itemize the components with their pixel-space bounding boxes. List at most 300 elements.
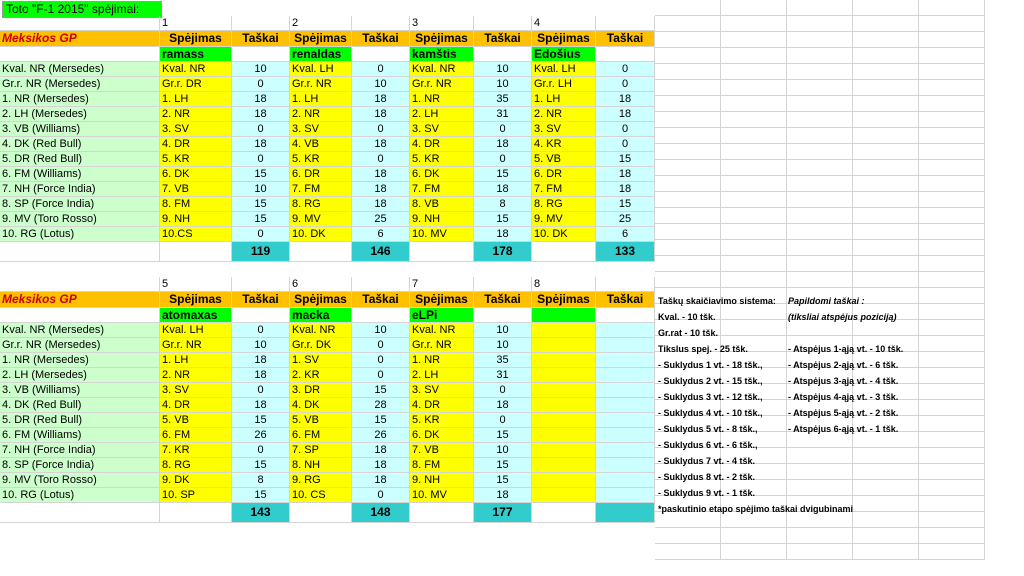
empty-cell[interactable] (919, 368, 985, 384)
points-cell[interactable]: 35 (474, 92, 532, 107)
empty-cell[interactable] (853, 48, 919, 64)
empty-cell[interactable] (787, 208, 853, 224)
empty-cell[interactable] (0, 503, 160, 523)
empty-cell[interactable] (919, 256, 985, 272)
empty-cell[interactable] (787, 272, 853, 288)
empty-cell[interactable] (919, 528, 985, 544)
empty-cell[interactable] (853, 224, 919, 240)
empty-cell[interactable] (919, 112, 985, 128)
empty-cell[interactable] (0, 47, 160, 62)
empty-cell[interactable] (853, 448, 919, 464)
empty-cell[interactable] (853, 480, 919, 496)
guess-cell[interactable]: 5. VB (532, 152, 596, 167)
empty-cell[interactable] (655, 256, 721, 272)
points-cell[interactable]: 28 (352, 398, 410, 413)
points-cell[interactable] (596, 473, 655, 488)
empty-cell[interactable] (853, 320, 919, 336)
empty-cell[interactable] (787, 176, 853, 192)
points-cell[interactable]: 18 (596, 107, 655, 122)
points-cell[interactable]: 15 (232, 212, 290, 227)
guess-cell[interactable]: 6. FM (290, 428, 352, 443)
guess-cell[interactable]: Gr.r. NR (410, 77, 474, 92)
guess-cell[interactable]: 7. KR (160, 443, 232, 458)
guess-cell[interactable]: 8. FM (160, 197, 232, 212)
guess-cell[interactable]: 2. LH (410, 107, 474, 122)
points-cell[interactable]: 25 (352, 212, 410, 227)
empty-cell[interactable] (721, 48, 787, 64)
guess-cell[interactable]: 1. SV (290, 353, 352, 368)
empty-cell[interactable] (232, 277, 290, 292)
empty-cell[interactable] (919, 16, 985, 32)
points-cell[interactable]: 0 (352, 62, 410, 77)
empty-cell[interactable] (919, 0, 985, 16)
empty-cell[interactable] (919, 432, 985, 448)
empty-cell[interactable] (853, 512, 919, 528)
guess-cell[interactable]: 6. DK (410, 428, 474, 443)
points-cell[interactable] (596, 443, 655, 458)
points-cell[interactable]: 31 (474, 107, 532, 122)
points-cell[interactable] (596, 353, 655, 368)
empty-cell[interactable] (787, 96, 853, 112)
empty-cell[interactable] (655, 16, 721, 32)
guess-cell[interactable]: 9. MV (290, 212, 352, 227)
guess-cell[interactable]: 9. DK (160, 473, 232, 488)
empty-cell[interactable] (655, 224, 721, 240)
empty-cell[interactable] (352, 16, 410, 31)
points-cell[interactable]: 0 (474, 152, 532, 167)
guess-cell[interactable]: 2. NR (532, 107, 596, 122)
points-cell[interactable]: 6 (352, 227, 410, 242)
empty-cell[interactable] (919, 80, 985, 96)
empty-cell[interactable] (853, 240, 919, 256)
guess-cell[interactable]: 10.CS (160, 227, 232, 242)
empty-cell[interactable] (919, 32, 985, 48)
points-cell[interactable]: 18 (352, 197, 410, 212)
guess-cell[interactable]: 9. RG (290, 473, 352, 488)
empty-cell[interactable] (919, 480, 985, 496)
points-cell[interactable]: 0 (352, 152, 410, 167)
empty-cell[interactable] (232, 308, 290, 323)
points-cell[interactable]: 18 (352, 137, 410, 152)
points-cell[interactable]: 0 (596, 62, 655, 77)
empty-cell[interactable] (853, 544, 919, 560)
guess-cell[interactable]: 10. DK (532, 227, 596, 242)
empty-cell[interactable] (787, 464, 853, 480)
guess-cell[interactable]: 1. NR (410, 92, 474, 107)
points-cell[interactable]: 10 (232, 62, 290, 77)
empty-cell[interactable] (853, 464, 919, 480)
empty-cell[interactable] (919, 336, 985, 352)
guess-cell[interactable]: 8. RG (160, 458, 232, 473)
guess-cell[interactable]: 10. DK (290, 227, 352, 242)
empty-cell[interactable] (596, 16, 655, 31)
empty-cell[interactable] (787, 528, 853, 544)
empty-cell[interactable] (655, 48, 721, 64)
points-cell[interactable]: 18 (232, 398, 290, 413)
empty-cell[interactable] (655, 176, 721, 192)
empty-cell[interactable] (721, 208, 787, 224)
empty-cell[interactable] (787, 240, 853, 256)
empty-cell[interactable] (919, 288, 985, 304)
guess-cell[interactable]: 3. SV (410, 122, 474, 137)
points-cell[interactable]: 0 (596, 137, 655, 152)
points-cell[interactable]: 0 (474, 383, 532, 398)
guess-cell[interactable]: 3. SV (532, 122, 596, 137)
empty-cell[interactable] (655, 64, 721, 80)
guess-cell[interactable]: 5. KR (410, 413, 474, 428)
empty-cell[interactable] (919, 320, 985, 336)
guess-cell[interactable]: 5. KR (290, 152, 352, 167)
guess-cell[interactable]: 4. DK (290, 398, 352, 413)
guess-cell[interactable]: 3. DR (290, 383, 352, 398)
guess-cell[interactable]: 2. KR (290, 368, 352, 383)
points-cell[interactable] (596, 458, 655, 473)
points-cell[interactable]: 25 (596, 212, 655, 227)
empty-cell[interactable] (787, 144, 853, 160)
guess-cell[interactable]: 3. SV (290, 122, 352, 137)
guess-cell[interactable]: 7. FM (290, 182, 352, 197)
empty-cell[interactable] (721, 320, 787, 336)
guess-cell[interactable]: 5. VB (290, 413, 352, 428)
empty-cell[interactable] (853, 64, 919, 80)
empty-cell[interactable] (919, 64, 985, 80)
guess-cell[interactable]: 4. DR (410, 398, 474, 413)
points-cell[interactable]: 0 (232, 383, 290, 398)
points-cell[interactable]: 15 (232, 197, 290, 212)
empty-cell[interactable] (919, 464, 985, 480)
points-cell[interactable] (596, 428, 655, 443)
empty-cell[interactable] (655, 544, 721, 560)
empty-cell[interactable] (721, 64, 787, 80)
guess-cell[interactable] (532, 473, 596, 488)
empty-cell[interactable] (787, 0, 853, 16)
guess-cell[interactable]: 2. NR (160, 107, 232, 122)
guess-cell[interactable]: 2. LH (410, 368, 474, 383)
points-cell[interactable] (596, 413, 655, 428)
empty-cell[interactable] (721, 272, 787, 288)
points-cell[interactable]: 18 (474, 398, 532, 413)
empty-cell[interactable] (721, 176, 787, 192)
points-cell[interactable]: 0 (232, 323, 290, 338)
guess-cell[interactable]: 6. DK (410, 167, 474, 182)
empty-cell[interactable] (919, 400, 985, 416)
guess-cell[interactable]: Gr.r. DR (160, 77, 232, 92)
empty-cell[interactable] (919, 128, 985, 144)
empty-cell[interactable] (787, 256, 853, 272)
points-cell[interactable]: 10 (232, 338, 290, 353)
points-cell[interactable] (596, 368, 655, 383)
guess-cell[interactable]: Kval. NR (410, 323, 474, 338)
points-cell[interactable]: 18 (474, 137, 532, 152)
guess-cell[interactable]: Kval. NR (410, 62, 474, 77)
guess-cell[interactable]: Gr.r. LH (532, 77, 596, 92)
points-cell[interactable]: 18 (232, 353, 290, 368)
points-cell[interactable]: 15 (232, 413, 290, 428)
empty-cell[interactable] (232, 47, 290, 62)
guess-cell[interactable]: 8. RG (290, 197, 352, 212)
points-cell[interactable]: 15 (232, 488, 290, 503)
points-cell[interactable]: 35 (474, 353, 532, 368)
empty-cell[interactable] (853, 128, 919, 144)
points-cell[interactable]: 0 (232, 152, 290, 167)
empty-cell[interactable] (919, 544, 985, 560)
empty-cell[interactable] (721, 256, 787, 272)
points-cell[interactable]: 0 (474, 122, 532, 137)
guess-cell[interactable]: 10. CS (290, 488, 352, 503)
guess-cell[interactable]: 9. NH (410, 212, 474, 227)
guess-cell[interactable]: 2. NR (160, 368, 232, 383)
empty-cell[interactable] (787, 64, 853, 80)
empty-cell[interactable] (655, 0, 721, 16)
guess-cell[interactable]: 8. NH (290, 458, 352, 473)
guess-cell[interactable] (532, 398, 596, 413)
empty-cell[interactable] (0, 16, 160, 31)
empty-cell[interactable] (919, 144, 985, 160)
points-cell[interactable]: 15 (232, 458, 290, 473)
empty-cell[interactable] (721, 544, 787, 560)
points-cell[interactable]: 15 (352, 383, 410, 398)
points-cell[interactable]: 15 (474, 212, 532, 227)
empty-cell[interactable] (787, 448, 853, 464)
points-cell[interactable]: 18 (474, 227, 532, 242)
points-cell[interactable]: 6 (596, 227, 655, 242)
guess-cell[interactable] (532, 368, 596, 383)
empty-cell[interactable] (787, 32, 853, 48)
guess-cell[interactable]: 8. RG (532, 197, 596, 212)
points-cell[interactable]: 0 (596, 77, 655, 92)
points-cell[interactable]: 8 (474, 197, 532, 212)
empty-cell[interactable] (787, 112, 853, 128)
empty-cell[interactable] (721, 528, 787, 544)
guess-cell[interactable] (532, 338, 596, 353)
guess-cell[interactable] (532, 488, 596, 503)
empty-cell[interactable] (0, 308, 160, 323)
empty-cell[interactable] (721, 144, 787, 160)
empty-cell[interactable] (919, 512, 985, 528)
empty-cell[interactable] (655, 96, 721, 112)
empty-cell[interactable] (919, 384, 985, 400)
empty-cell[interactable] (787, 80, 853, 96)
points-cell[interactable]: 0 (352, 122, 410, 137)
guess-cell[interactable]: 3. SV (160, 383, 232, 398)
empty-cell[interactable] (160, 503, 232, 523)
empty-cell[interactable] (853, 16, 919, 32)
points-cell[interactable]: 10 (474, 443, 532, 458)
points-cell[interactable]: 15 (596, 197, 655, 212)
points-cell[interactable]: 15 (474, 167, 532, 182)
points-cell[interactable]: 15 (474, 458, 532, 473)
points-cell[interactable]: 26 (352, 428, 410, 443)
empty-cell[interactable] (853, 96, 919, 112)
empty-cell[interactable] (721, 240, 787, 256)
empty-cell[interactable] (596, 277, 655, 292)
empty-cell[interactable] (787, 128, 853, 144)
empty-cell[interactable] (655, 272, 721, 288)
guess-cell[interactable]: 5. KR (160, 152, 232, 167)
points-cell[interactable]: 18 (232, 92, 290, 107)
empty-cell[interactable] (721, 0, 787, 16)
empty-cell[interactable] (0, 277, 160, 292)
empty-cell[interactable] (232, 16, 290, 31)
empty-cell[interactable] (853, 144, 919, 160)
empty-cell[interactable] (919, 176, 985, 192)
points-cell[interactable]: 18 (352, 167, 410, 182)
guess-cell[interactable]: 4. DR (160, 137, 232, 152)
empty-cell[interactable] (919, 416, 985, 432)
points-cell[interactable]: 15 (352, 413, 410, 428)
empty-cell[interactable] (655, 144, 721, 160)
guess-cell[interactable]: 3. SV (410, 383, 474, 398)
guess-cell[interactable]: 6. DR (290, 167, 352, 182)
points-cell[interactable]: 0 (232, 443, 290, 458)
points-cell[interactable]: 0 (474, 413, 532, 428)
guess-cell[interactable] (532, 353, 596, 368)
guess-cell[interactable]: 1. LH (290, 92, 352, 107)
guess-cell[interactable]: Gr.r. NR (290, 77, 352, 92)
guess-cell[interactable]: 8. VB (410, 197, 474, 212)
guess-cell[interactable] (532, 383, 596, 398)
guess-cell[interactable]: 9. NH (410, 473, 474, 488)
empty-cell[interactable] (919, 240, 985, 256)
empty-cell[interactable] (787, 512, 853, 528)
empty-cell[interactable] (290, 503, 352, 523)
points-cell[interactable]: 10 (474, 323, 532, 338)
empty-cell[interactable] (721, 32, 787, 48)
guess-cell[interactable] (532, 323, 596, 338)
guess-cell[interactable]: 9. NH (160, 212, 232, 227)
empty-cell[interactable] (853, 32, 919, 48)
empty-cell[interactable] (655, 32, 721, 48)
guess-cell[interactable]: Kval. LH (290, 62, 352, 77)
empty-cell[interactable] (721, 304, 787, 320)
empty-cell[interactable] (853, 496, 919, 512)
guess-cell[interactable]: Kval. NR (160, 62, 232, 77)
points-cell[interactable]: 0 (352, 338, 410, 353)
empty-cell[interactable] (919, 48, 985, 64)
empty-cell[interactable] (532, 503, 596, 523)
guess-cell[interactable]: Kval. NR (290, 323, 352, 338)
empty-cell[interactable] (853, 208, 919, 224)
points-cell[interactable]: 18 (232, 107, 290, 122)
guess-cell[interactable]: Gr.r. DK (290, 338, 352, 353)
empty-cell[interactable] (919, 192, 985, 208)
empty-cell[interactable] (655, 128, 721, 144)
guess-cell[interactable]: 10. MV (410, 488, 474, 503)
points-cell[interactable]: 0 (232, 227, 290, 242)
empty-cell[interactable] (853, 80, 919, 96)
empty-cell[interactable] (655, 208, 721, 224)
guess-cell[interactable]: 10. SP (160, 488, 232, 503)
points-cell[interactable]: 18 (352, 92, 410, 107)
points-cell[interactable]: 18 (474, 488, 532, 503)
empty-cell[interactable] (853, 528, 919, 544)
guess-cell[interactable]: Gr.r. NR (160, 338, 232, 353)
empty-cell[interactable] (853, 160, 919, 176)
points-cell[interactable]: 18 (352, 458, 410, 473)
empty-cell[interactable] (532, 242, 596, 262)
guess-cell[interactable]: 5. VB (160, 413, 232, 428)
empty-cell[interactable] (787, 544, 853, 560)
empty-cell[interactable] (655, 240, 721, 256)
points-cell[interactable]: 0 (596, 122, 655, 137)
empty-cell[interactable] (160, 242, 232, 262)
points-cell[interactable]: 10 (474, 62, 532, 77)
points-cell[interactable]: 15 (474, 473, 532, 488)
empty-cell[interactable] (596, 47, 655, 62)
points-cell[interactable]: 18 (352, 107, 410, 122)
guess-cell[interactable]: 7. FM (410, 182, 474, 197)
empty-cell[interactable] (853, 192, 919, 208)
points-cell[interactable]: 10 (474, 338, 532, 353)
points-cell[interactable]: 10 (352, 323, 410, 338)
empty-cell[interactable] (721, 512, 787, 528)
empty-cell[interactable] (596, 308, 655, 323)
points-cell[interactable] (596, 383, 655, 398)
points-cell[interactable]: 0 (232, 77, 290, 92)
points-cell[interactable]: 0 (352, 488, 410, 503)
empty-cell[interactable] (352, 277, 410, 292)
empty-cell[interactable] (787, 48, 853, 64)
points-cell[interactable]: 31 (474, 368, 532, 383)
points-cell[interactable]: 0 (352, 353, 410, 368)
guess-cell[interactable]: 5. KR (410, 152, 474, 167)
guess-cell[interactable]: 7. SP (290, 443, 352, 458)
guess-cell[interactable]: 7. VB (160, 182, 232, 197)
empty-cell[interactable] (787, 16, 853, 32)
guess-cell[interactable]: 1. LH (532, 92, 596, 107)
points-cell[interactable]: 18 (352, 473, 410, 488)
points-cell[interactable]: 18 (596, 92, 655, 107)
empty-cell[interactable] (853, 256, 919, 272)
points-cell[interactable]: 18 (352, 443, 410, 458)
empty-cell[interactable] (352, 47, 410, 62)
empty-cell[interactable] (474, 308, 532, 323)
guess-cell[interactable]: 7. VB (410, 443, 474, 458)
empty-cell[interactable] (0, 242, 160, 262)
points-cell[interactable]: 18 (596, 182, 655, 197)
guess-cell[interactable]: 4. VB (290, 137, 352, 152)
guess-cell[interactable]: 4. DR (410, 137, 474, 152)
empty-cell[interactable] (787, 432, 853, 448)
guess-cell[interactable] (532, 458, 596, 473)
guess-cell[interactable]: Kval. LH (532, 62, 596, 77)
guess-cell[interactable]: 10. MV (410, 227, 474, 242)
empty-cell[interactable] (721, 160, 787, 176)
points-cell[interactable]: 18 (474, 182, 532, 197)
points-cell[interactable]: 15 (474, 428, 532, 443)
empty-cell[interactable] (853, 0, 919, 16)
empty-cell[interactable] (410, 503, 474, 523)
points-cell[interactable]: 18 (352, 182, 410, 197)
empty-cell[interactable] (655, 512, 721, 528)
empty-cell[interactable] (721, 224, 787, 240)
points-cell[interactable]: 8 (232, 473, 290, 488)
points-cell[interactable]: 18 (596, 167, 655, 182)
points-cell[interactable]: 18 (232, 137, 290, 152)
empty-cell[interactable] (721, 112, 787, 128)
empty-cell[interactable] (410, 242, 474, 262)
empty-cell[interactable] (721, 80, 787, 96)
points-cell[interactable]: 18 (232, 368, 290, 383)
empty-cell[interactable] (721, 96, 787, 112)
guess-cell[interactable]: 1. LH (160, 92, 232, 107)
guess-cell[interactable]: 8. FM (410, 458, 474, 473)
empty-cell[interactable] (721, 192, 787, 208)
empty-cell[interactable] (474, 277, 532, 292)
guess-cell[interactable]: 7. FM (532, 182, 596, 197)
empty-cell[interactable] (787, 480, 853, 496)
points-cell[interactable] (596, 338, 655, 353)
